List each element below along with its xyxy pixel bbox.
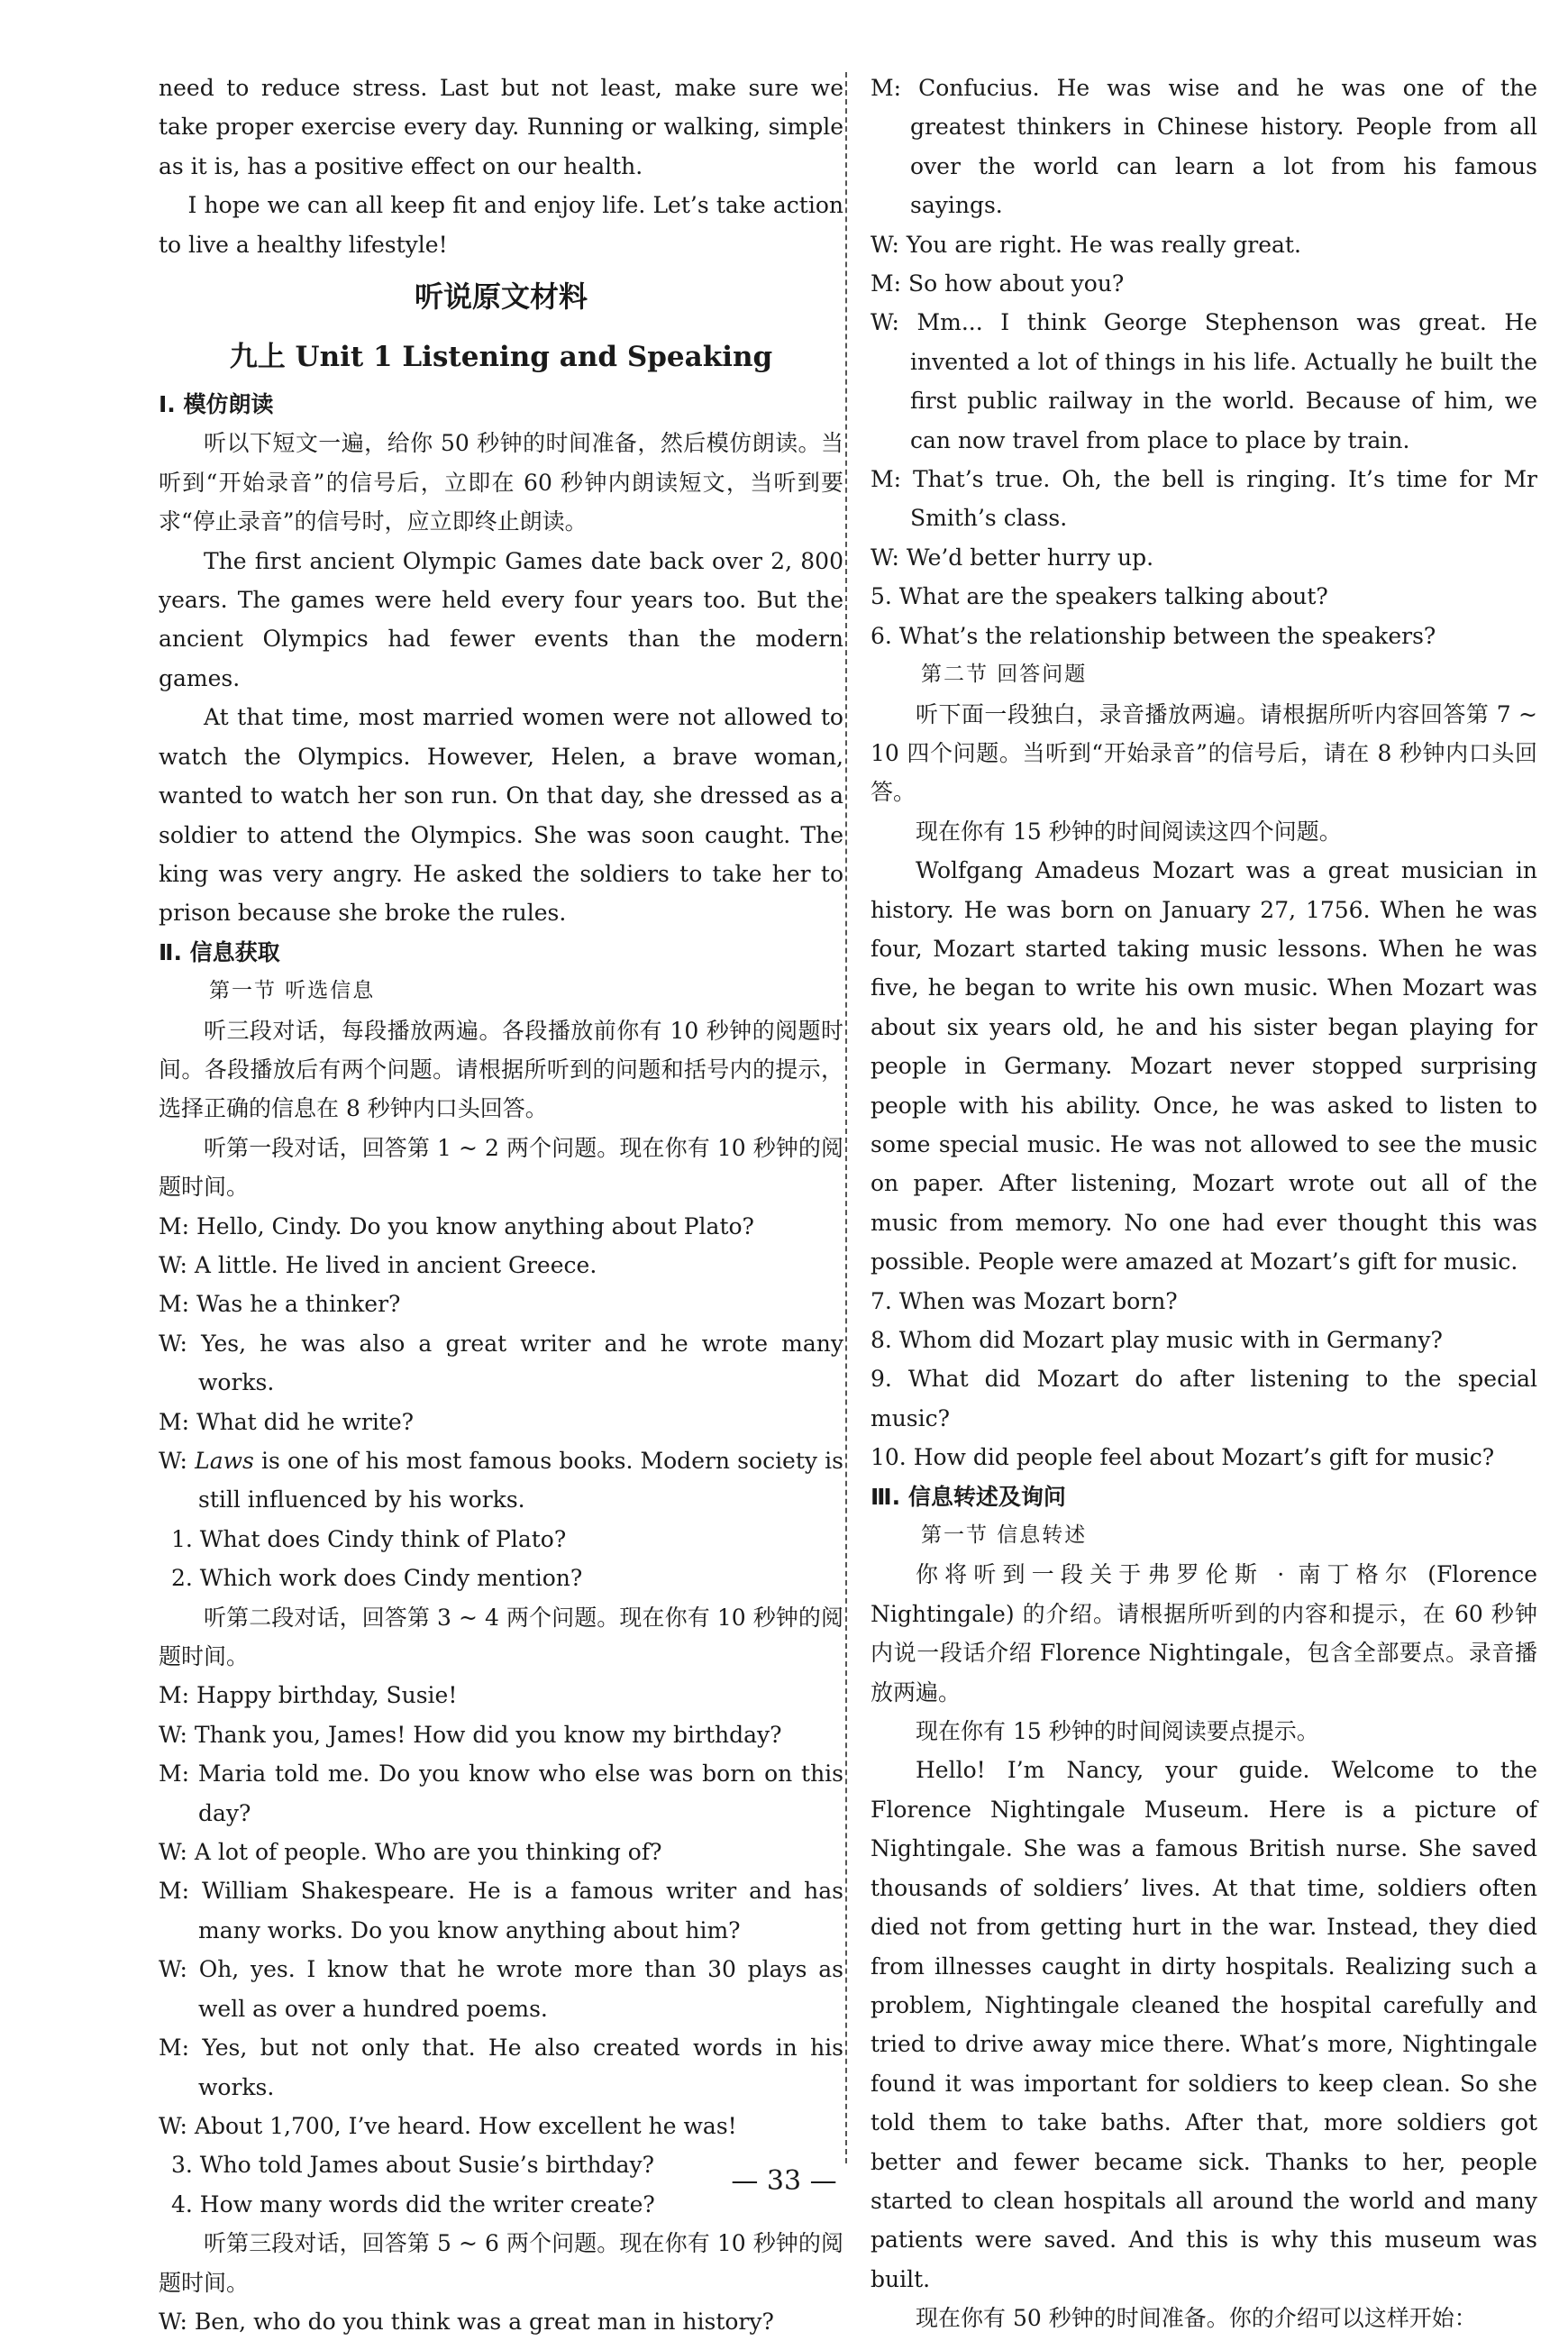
dialogue-1-instruction: 听第一段对话，回答第 1 ~ 2 两个问题。现在你有 10 秒钟的阅题时间。: [159, 1134, 843, 1201]
part-2-subsection-1: 第一节 听选信息: [209, 979, 376, 1003]
dialogue-line: [159, 1715, 843, 1754]
speaker: M:: [159, 2035, 190, 2062]
speaker: W:: [871, 544, 899, 571]
question-6: 6. What’s the relationship between the speakers?: [871, 622, 1436, 649]
dialogue-line: [159, 1833, 843, 1871]
reading-passage-p2: At that time, most married women were not allowed to watch the Olympics. However, Helen, a brave woman, wanted to watch her son run. On that day, she dressed as a soldier to attend the Olympics. She was soon caught. The king was very angry. He asked the soldiers to take her to prison because she broke the rules.: [159, 704, 843, 927]
dialogue-line: [871, 264, 1537, 303]
line-text: Mm... I think George Stephenson was great. He invented a lot of things in his life. Actually he built the first public railway in the world. Because of him, we can now travel from place to place by train.: [910, 309, 1537, 453]
speaker: W:: [159, 2112, 187, 2139]
intro-continuation: need to reduce stress. Last but not least, make sure we take proper exercise every day. Running or walking, simple as it is, has a positive effect on our health.: [159, 75, 843, 179]
speaker: W:: [159, 1956, 187, 1983]
reading-passage-p1: The first ancient Olympic Games date back over 2, 800 years. The games were held every four years too. But the ancient Olympics had fewer events than the modern games.: [159, 547, 843, 691]
question-5: 5. What are the speakers talking about?: [871, 583, 1328, 610]
speaker: M:: [159, 1212, 190, 1239]
line-text: A little. He lived in ancient Greece.: [194, 1251, 597, 1278]
speaker: W:: [871, 231, 899, 258]
question-8: 8. Whom did Mozart play music with in Germany?: [871, 1327, 1443, 1353]
dialogue-2: [159, 1676, 843, 2145]
line-text: So how about you?: [907, 270, 1125, 297]
unit-title: 九上 Unit 1 Listening and Speaking: [229, 341, 773, 374]
part-3-reading-time: 现在你有 15 秒钟的时间阅读要点提示。: [916, 1718, 1319, 1745]
dialogue-line: [159, 1950, 843, 2028]
question-9: 9. What did Mozart do after listening to the special music?: [871, 1366, 1537, 1431]
dialogue-line: [159, 1676, 843, 1715]
dialogue-line: [159, 1754, 843, 1833]
speaker: M:: [871, 270, 902, 297]
dialogue-line: [159, 1207, 843, 1246]
question-4: 4. How many words did the writer create?: [171, 2190, 655, 2218]
line-text: William Shakespeare. He is a famous writer and has many works. Do you know anything about him?: [198, 1878, 843, 1943]
line-text: Happy birthday, Susie!: [196, 1682, 458, 1709]
line-text: Hello, Cindy. Do you know anything about Plato?: [196, 1212, 754, 1239]
line-text: is one of his most famous books. Modern society is still influenced by his works.: [198, 1448, 843, 1513]
section-title: 听说原文材料: [414, 279, 588, 315]
part-3-preparation: 现在你有 50 秒钟的时间准备。你的介绍可以这样开始：: [916, 2305, 1477, 2332]
page-number: — 33 —: [731, 2165, 837, 2197]
dialogue-line: [159, 1246, 843, 1285]
question-10: 10. How did people feel about Mozart’s gift for music?: [871, 1444, 1495, 1471]
speaker: W:: [159, 1839, 187, 1866]
dialogue-2-instruction: 听第二段对话，回答第 3 ~ 4 两个问题。现在你有 10 秒钟的阅题时间。: [159, 1604, 843, 1670]
speaker: W:: [159, 1448, 187, 1474]
part-3-instruction: 你将听到一段关于弗罗伦斯 · 南丁格尔 (Florence Nightingale) 的介绍。请根据所听到的内容和提示，在 60 秒钟内说一段话介绍 Florence Nightingale，包含全部要点。录音播放两遍。: [871, 1561, 1537, 1705]
line-text: About 1,700, I’ve heard. How excellent he was!: [194, 2112, 737, 2139]
dialogue-3-instruction: 听第三段对话，回答第 5 ~ 6 两个问题。现在你有 10 秒钟的阅题时间。: [159, 2230, 843, 2296]
part-2-instruction: 听三段对话，每段播放两遍。各段播放前你有 10 秒钟的阅题时间。各段播放后有两个问题。请根据所听到的问题和括号内的提示，选择正确的信息在 8 秒钟内口头回答。: [159, 1017, 843, 1122]
intro-conclusion: I hope we can all keep fit and enjoy life. Let’s take action to live a healthy lifestyle!: [159, 192, 843, 258]
left-column: [159, 69, 843, 2341]
dialogue-3: [871, 69, 1537, 577]
line-text: What did he write?: [196, 1408, 415, 1435]
question-7: 7. When was Mozart born?: [871, 1287, 1178, 1314]
speaker: W:: [159, 1330, 187, 1357]
line-text: Oh, yes. I know that he wrote more than 30 plays as well as over a hundred poems.: [198, 1956, 843, 2022]
speaker: M:: [871, 75, 902, 101]
subsection-2-reading-time: 现在你有 15 秒钟的时间阅读这四个问题。: [916, 818, 1342, 845]
subsection-2-instruction: 听下面一段独白，录音播放两遍。请根据所听内容回答第 7 ~ 10 四个问题。当听到“开始录音”的信号后，请在 8 秒钟内口头回答。: [871, 700, 1537, 806]
speaker: W:: [159, 2308, 187, 2335]
line-text: Yes, but not only that. He also created words in his works.: [198, 2035, 843, 2100]
line-text: Was he a thinker?: [196, 1291, 401, 1318]
speaker: W:: [159, 1251, 187, 1278]
dialogue-line: [871, 303, 1537, 460]
line-text: Confucius. He was wise and he was one of the greatest thinkers in Chinese history. People from all over the world can learn a lot from his famous sayings.: [910, 75, 1537, 219]
dialogue-line: [159, 2028, 843, 2107]
line-text: Ben, who do you think was a great man in history?: [194, 2308, 774, 2335]
dialogue-line: [871, 69, 1537, 225]
dialogue-line: [159, 1324, 843, 1403]
dialogue-line: [871, 460, 1537, 538]
speaker: M:: [871, 466, 902, 493]
speaker: M:: [159, 1682, 190, 1709]
question-1: 1. What does Cindy think of Plato?: [171, 1525, 567, 1552]
line-text: Yes, he was also a great writer and he wrote many works.: [198, 1330, 844, 1396]
mozart-passage: Wolfgang Amadeus Mozart was a great musician in history. He was born on January 27, 1756. When he was four, Mozart started taking music lessons. When he was five, he began to write his own music. When Mozart was about six years old, he and his sister began playing for people in Germany. Mozart never stopped surprising people with his ability. Once, he was asked to listen to some special music. He was not allowed to see the music on paper. After listening, Mozart wrote out all of the music from memory. No one had ever thought this was possible. People were amazed at Mozart’s gift for music.: [871, 857, 1537, 1276]
part-2-title: Ⅱ. 信息获取: [159, 938, 280, 965]
dialogue-line: [159, 2302, 843, 2341]
dialogue-line: [159, 1871, 843, 1950]
speaker: M:: [159, 1408, 190, 1435]
dialogue-line: [871, 225, 1537, 264]
book-title: Laws: [195, 1448, 254, 1474]
dialogue-line: [159, 1441, 843, 1520]
dialogue-1: [159, 1207, 843, 1520]
line-text: Thank you, James! How did you know my birthday?: [194, 1721, 782, 1748]
speaker: M:: [159, 1291, 190, 1318]
nightingale-passage: Hello! I’m Nancy, your guide. Welcome to the Florence Nightingale Museum. Here is a picture of Nightingale. She was a famous British nurse. She saved thousands of soldiers’ lives. At that time, soldiers often died not from getting hurt in the war. Instead, they died from illnesses caught in dirty hospitals. Realizing such a problem, Nightingale cleaned the hospital carefully and tried to drive away mice there. What’s more, Nightingale found it was important for soldiers to keep clean. So she told them to take baths. After that, more soldiers got better and fewer became sick. Thanks to her, people started to clean hospitals all around the world and many patients were saved. And this is why this museum was built.: [871, 1757, 1537, 2292]
right-column: [871, 69, 1537, 2338]
dialogue-line: [159, 1403, 843, 1441]
part-3-title: Ⅲ. 信息转述及询问: [871, 1483, 1066, 1510]
speaker: W:: [871, 309, 899, 336]
column-divider: [845, 72, 847, 2163]
line-text: Maria told me. Do you know who else was born on this day?: [197, 1760, 843, 1826]
dialogue-line: [159, 2107, 843, 2145]
dialogue-line: [159, 1285, 843, 1323]
part-3-subsection-1: 第一节 信息转述: [921, 1523, 1088, 1548]
part-1-title: Ⅰ. 模仿朗读: [159, 391, 274, 418]
question-3: 3. Who told James about Susie’s birthday?: [171, 2152, 654, 2179]
line-text: A lot of people. Who are you thinking of?: [194, 1839, 662, 1866]
part-1-instruction: 听以下短文一遍，给你 50 秒钟的时间准备，然后模仿朗读。当听到“开始录音”的信号后，立即在 60 秒钟内朗读短文，当听到要求“停止录音”的信号时，应立即终止朗读。: [159, 430, 843, 535]
speaker: W:: [159, 1721, 187, 1748]
line-text: We’d better hurry up.: [906, 544, 1154, 571]
line-text: That’s true. Oh, the bell is ringing. It’s time for Mr Smith’s class.: [910, 466, 1537, 532]
part-2-subsection-2: 第二节 回答问题: [921, 663, 1088, 687]
line-text: You are right. He was really great.: [906, 231, 1301, 258]
speaker: M:: [159, 1760, 190, 1788]
speaker: M:: [159, 1878, 190, 1905]
question-2: 2. Which work does Cindy mention?: [171, 1565, 583, 1592]
dialogue-line: [871, 538, 1537, 577]
